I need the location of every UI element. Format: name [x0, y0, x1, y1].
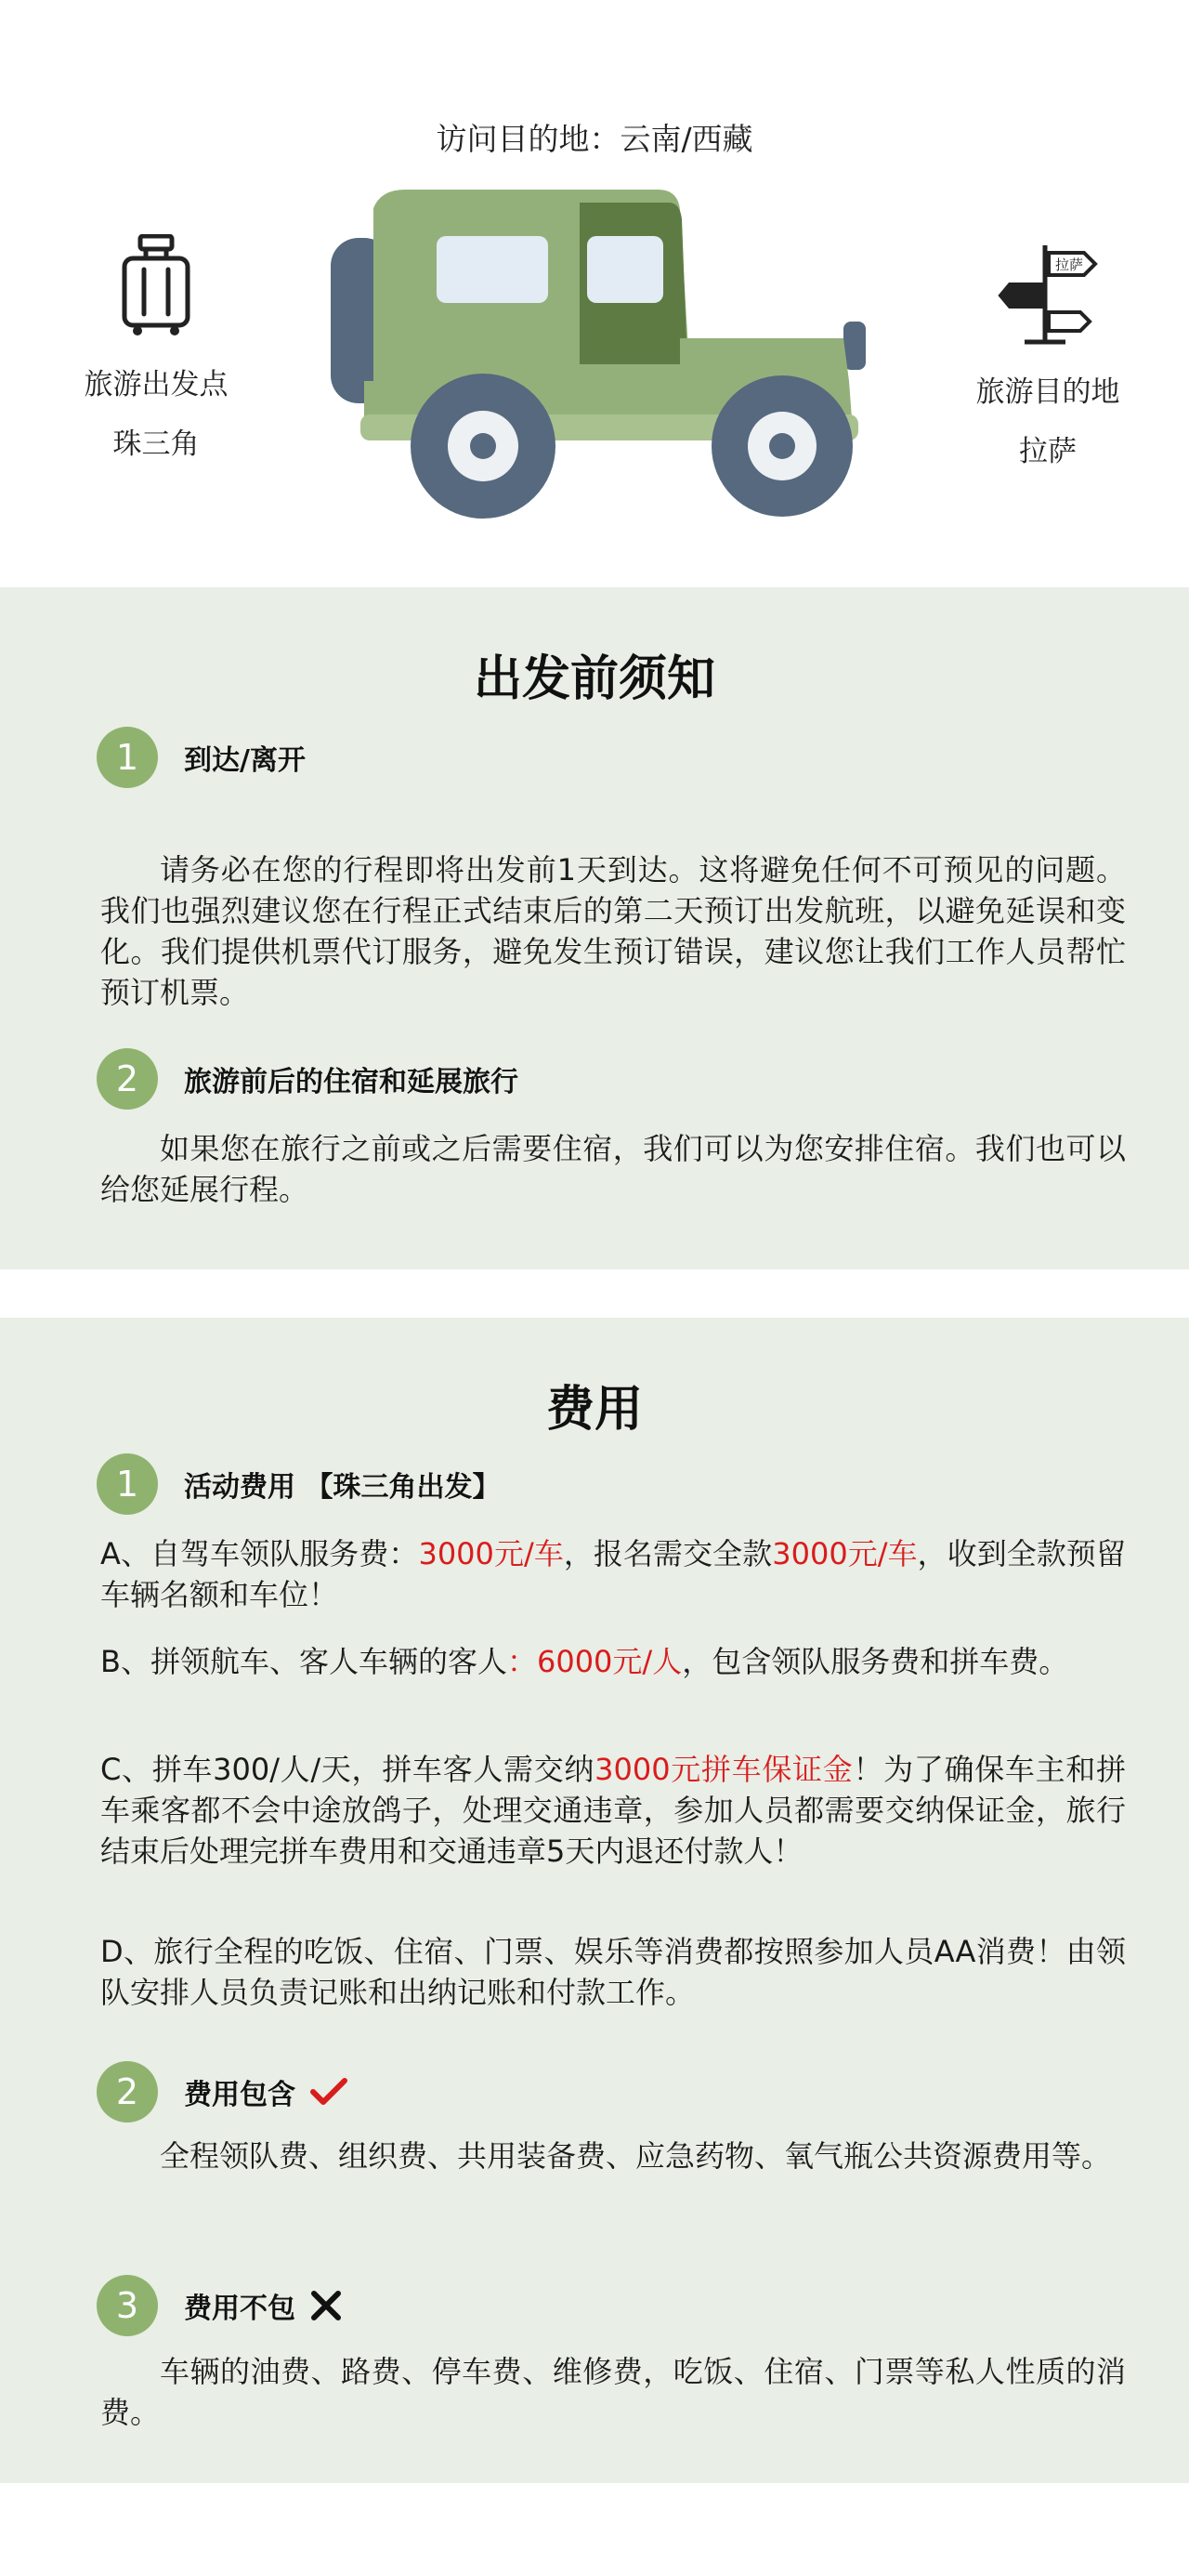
fee-text: B、拼领航车、客人车辆的客人: [100, 1644, 507, 1679]
destination-title: 访问目的地：云南/西藏: [436, 121, 753, 157]
fee-price: 3000元/车: [418, 1536, 564, 1571]
cross-icon: [310, 2290, 342, 2321]
included-title: 费用包含: [184, 2079, 295, 2111]
step-accommodation: [97, 1048, 518, 1110]
origin-value: 珠三角: [112, 427, 200, 461]
step-activity-fee: [97, 1453, 500, 1515]
section-title: 费用: [545, 1382, 643, 1438]
origin-block: [35, 229, 277, 474]
pre-departure-section: [0, 587, 1189, 1269]
step-title: [184, 2285, 342, 2326]
check-icon: [310, 2078, 347, 2106]
destination-value: 拉萨: [1019, 435, 1077, 468]
step-included: [97, 2061, 347, 2123]
fee-deposit: 3000元拼车保证金: [594, 1752, 854, 1787]
fee-text: ，收到全款预留车辆名额和车位！: [100, 1536, 1126, 1612]
step-number: 2: [97, 1048, 158, 1110]
excluded-text: 车辆的油费、路费、停车费、维修费，吃饭、住宿、门票等私人性质的消费。: [100, 2354, 1126, 2430]
step-title: 到达/离开: [184, 744, 306, 777]
luggage-icon: [120, 234, 192, 338]
origin-label: 旅游出发点: [84, 368, 229, 401]
jeep-illustration: [327, 182, 881, 528]
accommodation-text: 如果您在旅行之前或之后需要住宿，我们可以为您安排住宿。我们也可以给您延展行程。: [100, 1131, 1126, 1207]
sign-text: 拉萨: [1054, 256, 1084, 273]
step-number: 3: [97, 2275, 158, 2336]
fee-text: ，包含领队服务费和拼车费。: [682, 1644, 1069, 1679]
fee-text: ！为了确保车主和拼车乘客都不会中途放鸽子，处理交通违章，参加人员都需要交纳保证金，旅行结束后处理完拼车费用和交通违章5天内退还付款人！: [100, 1752, 1126, 1869]
destination-label: 旅游目的地: [975, 375, 1120, 409]
excluded-title: 费用不包: [184, 2293, 295, 2325]
destination-block: [927, 236, 1169, 481]
fee-item-a: [100, 1533, 1126, 1615]
step-arrival: [97, 727, 306, 788]
signpost-icon: [997, 243, 1099, 346]
step-title: 旅游前后的住宿和延展旅行: [184, 1066, 518, 1098]
step-title: 活动费用 【珠三角出发】: [184, 1471, 501, 1504]
fee-item-c: [100, 1749, 1126, 1872]
step-number: 1: [97, 727, 158, 788]
step-number: 1: [97, 1453, 158, 1515]
step-title: [184, 2071, 347, 2112]
arrival-text: 请务必在您的行程即将出发前1天到达。这将避免任何不可预见的问题。我们也强烈建议您在行程正式结束后的第二天预订出发航班，以避免延误和变化。我们提供机票代订服务，避免发生预订错误，建议您让我们工作人员帮忙预订机票。: [100, 852, 1126, 1010]
fee-price: 3000元/车: [772, 1536, 918, 1571]
fee-item-b: [100, 1641, 1126, 1682]
fees-section: [0, 1318, 1189, 2483]
included-text: 全程领队费、组织费、共用装备费、应急药物、氧气瓶公共资源费用等。: [160, 2138, 1112, 2174]
fee-text: ，报名需交全款: [563, 1536, 773, 1571]
fee-text: A、自驾车领队服务费：: [100, 1536, 419, 1571]
step-number: 2: [97, 2061, 158, 2123]
fee-price: ：6000元/人: [506, 1644, 683, 1679]
hero: [0, 0, 1189, 587]
fee-text: C、拼车300/人/天，拼车客人需交纳: [100, 1752, 595, 1787]
section-title: 出发前须知: [473, 651, 715, 707]
fee-item-d: D、旅行全程的吃饭、住宿、门票、娱乐等消费都按照参加人员AA消费！由领队安排人员负责记账和出纳记账和付款工作。: [100, 1934, 1126, 2010]
step-excluded: [97, 2275, 342, 2336]
